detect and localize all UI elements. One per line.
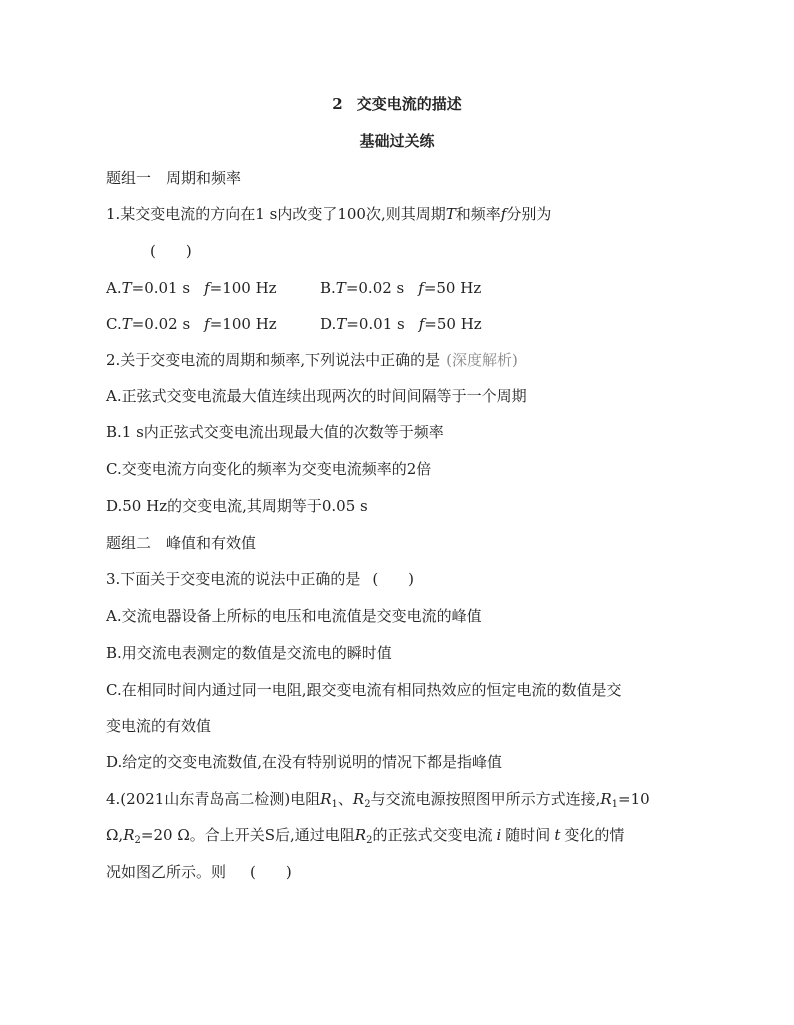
question-1-blank: ( ) (150, 242, 192, 260)
question-4-line1: 4.(2021山东青岛高二检测)电阻$R_1$、$R_2$与交流电源按照图甲所示方式连接$,R_1=10$ (106, 790, 650, 810)
analysis-tag: (深度解析) (446, 351, 518, 369)
question-3-stem: 3.下面关于交变电流的说法中正确的是 ( ) (106, 570, 415, 588)
q2-option-c: C.交变电流方向变化的频率为交变电流频率的2倍 (106, 460, 432, 478)
q1-option-d: D.T=0.01 s f=50 Hz (320, 315, 482, 333)
q1-option-b: B.T=0.02 s f=50 Hz (320, 279, 482, 297)
question-4-line3: 况如图乙所示。则 ( ) (106, 863, 292, 881)
q3-option-d: D.给定的交变电流数值,在没有特别说明的情况下都是指峰值 (106, 753, 503, 771)
group-heading-1: 题组一 周期和频率 (106, 169, 242, 187)
section-title (0, 94, 794, 114)
question-2-stem: 2.关于交变电流的周期和频率,下列说法中正确的是 (深度解析) (106, 351, 518, 369)
section-number: 2 (332, 95, 343, 113)
q2-option-d: D.50 Hz的交变电流,其周期等于0.05 s (106, 497, 368, 515)
q3-option-a: A.交流电器设备上所标的电压和电流值是交变电流的峰值 (106, 607, 482, 625)
question-1-stem: 1.某交变电流的方向在1 s内改变了100次,则其周期T和频率f分别为 (106, 205, 552, 223)
group-heading-2: 题组二 峰值和有效值 (106, 534, 257, 552)
subtitle: 基础过关练 (359, 132, 435, 150)
q2-option-b: B.1 s内正弦式交变电流出现最大值的次数等于频率 (106, 423, 444, 441)
section-title-text: 交变电流的描述 (356, 95, 462, 113)
q1-option-a: A.T=0.01 s f=100 Hz (106, 279, 277, 297)
q3-option-c-line1: C.在相同时间内通过同一电阻,跟交变电流有相同热效应的恒定电流的数值是交 (106, 681, 622, 699)
q3-option-b: B.用交流电表测定的数值是交流电的瞬时值 (106, 644, 392, 662)
q1-option-c: C.T=0.02 s f=100 Hz (106, 315, 277, 333)
question-4-line2: $\Omega,R_2=20$ Ω。合上开关S后,通过电阻$R_2$的正弦式交变电流 i 随时间 t 变化的情 (106, 826, 625, 846)
q2-option-a: A.正弦式交变电流最大值连续出现两次的时间间隔等于一个周期 (106, 387, 527, 405)
q3-option-c-line2: 变电流的有效值 (106, 717, 212, 735)
